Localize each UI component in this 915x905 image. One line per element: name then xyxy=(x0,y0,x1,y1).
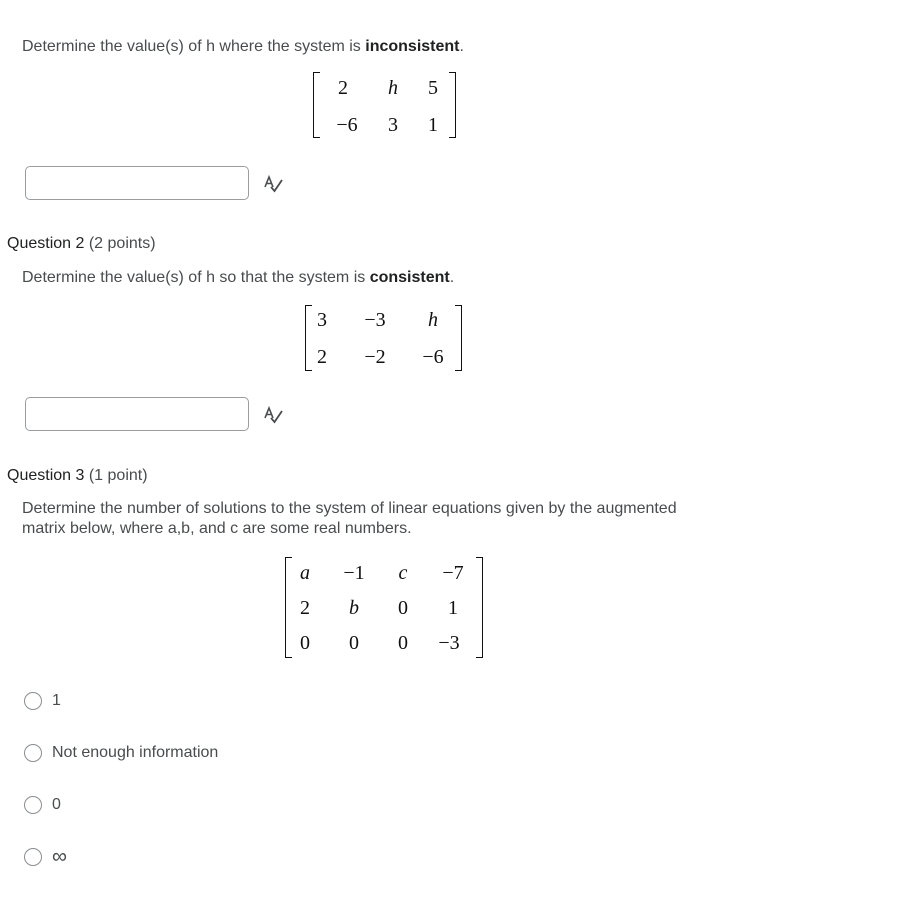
matrix-cell: −6 xyxy=(422,346,444,368)
radio-button[interactable] xyxy=(24,848,42,866)
q3-prompt: Determine the number of solutions to the system of linear equations given by the augmented matrix below, where a,b, and c are some real numbers. xyxy=(22,500,677,537)
matrix-cell: 1 xyxy=(448,597,458,619)
q3-matrix xyxy=(285,557,483,658)
option-infinity[interactable]: ∞ xyxy=(24,846,67,868)
matrix-cell: −3 xyxy=(438,632,460,654)
matrix-cell: 0 xyxy=(349,632,359,654)
matrix-cell: 5 xyxy=(428,77,438,99)
matrix-cell: 1 xyxy=(428,114,438,136)
matrix-cell: b xyxy=(349,597,359,619)
matrix-cell: −6 xyxy=(336,114,358,136)
matrix-cell: −3 xyxy=(364,309,386,331)
matrix-cell: h xyxy=(388,77,398,99)
option-0[interactable]: 0 xyxy=(24,794,61,816)
matrix-cell: 2 xyxy=(317,346,327,368)
option-1[interactable]: 1 xyxy=(24,690,61,712)
radio-button[interactable] xyxy=(24,796,42,814)
matrix-cell: 3 xyxy=(317,309,327,331)
matrix-cell: h xyxy=(428,309,438,331)
q1-prompt: Determine the value(s) of h where the system is inconsistent. xyxy=(22,38,464,55)
matrix-cell: 2 xyxy=(338,77,348,99)
matrix-cell: −2 xyxy=(364,346,386,368)
radio-button[interactable] xyxy=(24,692,42,710)
q2-prompt: Determine the value(s) of h so that the system is consistent. xyxy=(22,269,455,286)
matrix-cell: 0 xyxy=(300,632,310,654)
q2-heading: Question 2 (2 points) xyxy=(7,235,156,252)
q1-answer-input[interactable] xyxy=(25,166,249,200)
matrix-cell: 3 xyxy=(388,114,398,136)
spellcheck-icon[interactable] xyxy=(263,174,283,194)
matrix-cell: 0 xyxy=(398,597,408,619)
q2-answer-input[interactable] xyxy=(25,397,249,431)
radio-button[interactable] xyxy=(24,744,42,762)
q3-heading: Question 3 (1 point) xyxy=(7,467,148,484)
option-not-enough-information[interactable]: Not enough information xyxy=(24,742,218,764)
matrix-cell: 0 xyxy=(398,632,408,654)
matrix-cell: −7 xyxy=(442,562,464,584)
matrix-cell: −1 xyxy=(343,562,365,584)
q1-matrix xyxy=(313,72,456,138)
matrix-cell: 2 xyxy=(300,597,310,619)
matrix-cell: a xyxy=(300,562,310,584)
q2-matrix xyxy=(305,305,462,371)
matrix-cell: c xyxy=(398,562,408,584)
spellcheck-icon[interactable] xyxy=(263,405,283,425)
